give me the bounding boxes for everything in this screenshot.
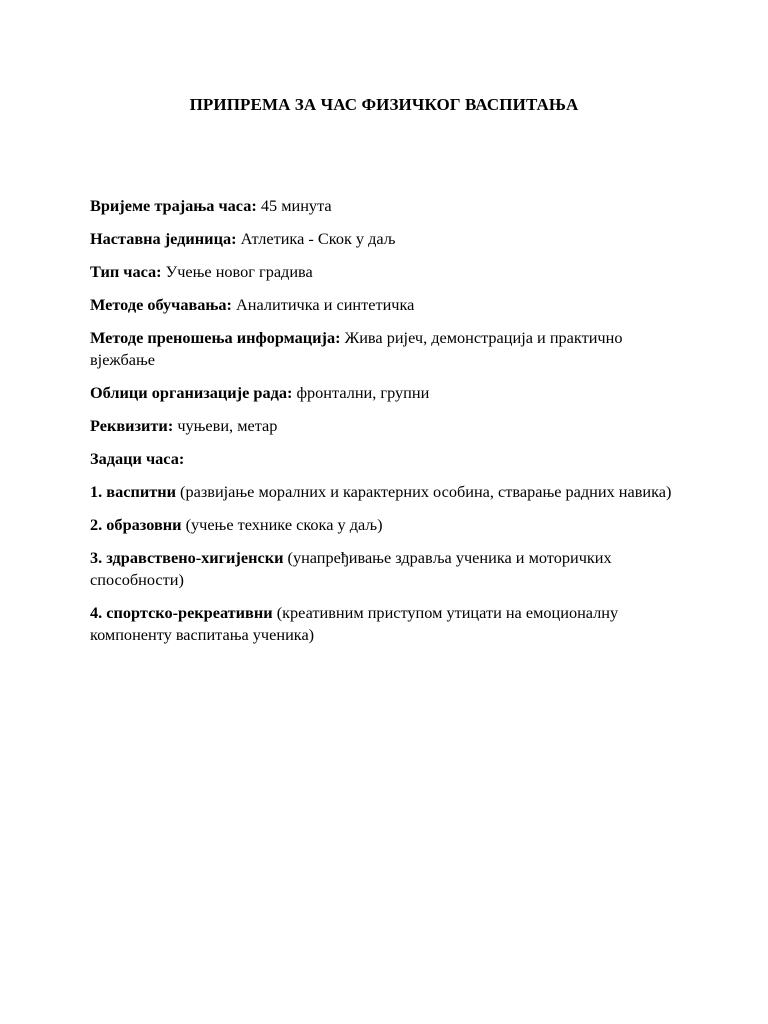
task-item-health-hygiene xyxy=(90,547,680,591)
field-value: фронтални, групни xyxy=(292,383,430,402)
field-teaching-unit xyxy=(90,228,680,250)
field-label: Тип часа: xyxy=(90,262,162,281)
tasks-heading-label: Задаци часа: xyxy=(90,449,185,468)
field-value: Атлетика - Скок у даљ xyxy=(236,229,396,248)
tasks-heading xyxy=(90,448,680,470)
task-description: (развијање моралних и карактерних особина, стварање радних навика) xyxy=(175,482,672,501)
field-label: Вријеме трајања часа: xyxy=(90,196,257,215)
field-label: Методе преношења информација: xyxy=(90,328,341,347)
field-value: Учење новог градива xyxy=(161,262,313,281)
field-label: Наставна јединица: xyxy=(90,229,237,248)
field-value: чуњеви, метар xyxy=(173,416,278,435)
field-value: Аналитичка и синтетичка xyxy=(231,295,415,314)
field-value: Жива ријеч, демонстрација и практично вјежбање xyxy=(90,328,623,369)
field-label: Методе обучавања: xyxy=(90,295,232,314)
field-value: 45 минута xyxy=(256,196,332,215)
task-item-educational-moral xyxy=(90,481,680,503)
field-organization-forms xyxy=(90,382,680,404)
task-label: 4. спортско-рекреативни xyxy=(90,603,273,622)
task-label: 1. васпитни xyxy=(90,482,176,501)
task-item-sport-recreational xyxy=(90,602,680,646)
document-title: ПРИПРЕМА ЗА ЧАС ФИЗИЧКОГ ВАСПИТАЊА xyxy=(189,95,579,114)
field-equipment xyxy=(90,415,680,437)
field-lesson-type xyxy=(90,261,680,283)
field-information-methods xyxy=(90,327,680,371)
field-lesson-duration xyxy=(90,195,680,217)
field-label: Реквизити: xyxy=(90,416,174,435)
document-body xyxy=(90,195,680,657)
task-description: (унапређивање здравља ученика и моторичких способности) xyxy=(90,548,612,589)
field-label: Облици организације рада: xyxy=(90,383,293,402)
task-description: (креативним приступом утицати на емоционалну компоненту васпитања ученика) xyxy=(90,603,619,644)
task-description: (учење технике скока у даљ) xyxy=(181,515,383,534)
task-item-educational xyxy=(90,514,680,536)
task-label: 3. здравствено-хигијенски xyxy=(90,548,284,567)
task-label: 2. образовни xyxy=(90,515,182,534)
field-teaching-methods xyxy=(90,294,680,316)
